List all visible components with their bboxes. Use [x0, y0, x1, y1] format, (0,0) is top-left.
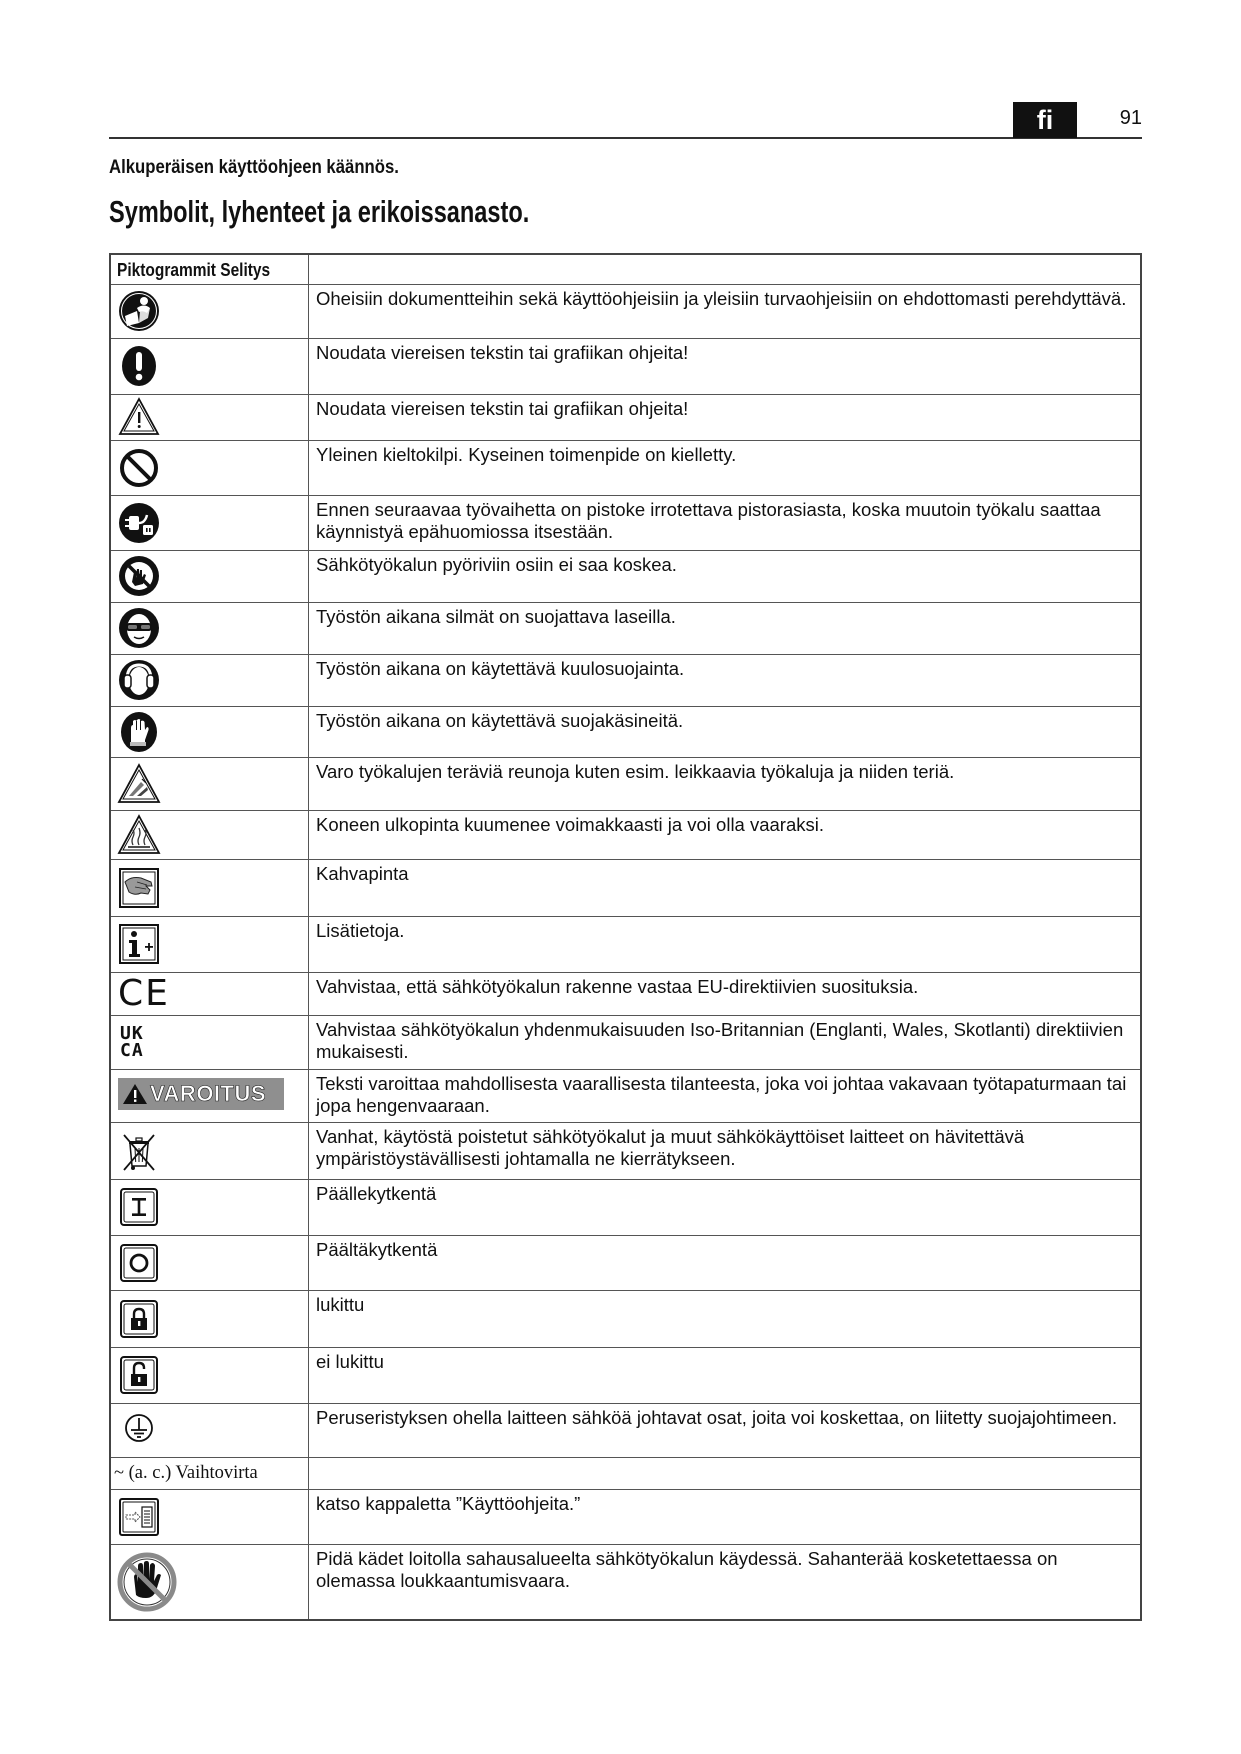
table-row [110, 1290, 1141, 1347]
warning-triangle-icon [122, 1082, 148, 1106]
table-row [110, 1235, 1141, 1290]
ukca-mark-icon [120, 1025, 144, 1059]
table-row [110, 654, 1141, 706]
table-row [110, 1489, 1141, 1544]
info-icon [117, 922, 161, 966]
translation-note: Alkuperäisen käyttöohjeen käännös. [109, 157, 399, 178]
page-title: Symbolit, lyhenteet ja erikoissanasto. [109, 194, 530, 229]
description: Teksti varoittaa mahdollisesta vaarallisesta tilanteesta, joka voi johtaa vakavaan työtapaturmaan tai jopa hengenvaaraan. [309, 1069, 1142, 1122]
symbols-table [109, 253, 1142, 1621]
table-header: Piktogrammit Selitys [117, 260, 271, 280]
ukca-top: UK [120, 1023, 144, 1044]
see-chapter-icon [117, 1495, 161, 1539]
page-number: 91 [1119, 107, 1142, 129]
description: Kahvapinta [309, 859, 1142, 916]
table-row [110, 1069, 1141, 1122]
no-touch-rotating-parts-icon [117, 554, 161, 598]
table-row [110, 284, 1141, 338]
ukca-bottom: CA [120, 1040, 144, 1061]
description: Peruseristyksen ohella laitteen sähköä johtavat osat, joita voi koskettaa, on liitetty suojajohtimeen. [309, 1403, 1142, 1457]
description: Yleinen kieltokilpi. Kyseinen toimenpide on kielletty. [309, 440, 1142, 495]
description [309, 1457, 1142, 1489]
table-row [110, 440, 1141, 495]
table-row [110, 495, 1141, 550]
description: Päältäkytkentä [309, 1235, 1142, 1290]
table-row [110, 1347, 1141, 1403]
table-row [110, 706, 1141, 757]
varoitus-label: VAROITUS [150, 1080, 267, 1106]
description: Vanhat, käytöstä poistetut sähkötyökalut ja muut sähkökäyttöiset laitteet on hävitettävä ympäristöystävällisesti johtamalla ne kierrätykseen. [309, 1122, 1142, 1179]
description: katso kappaletta ”Käyttöohjeita.” [309, 1489, 1142, 1544]
table-row [110, 1457, 1141, 1489]
switch-on-icon [117, 1185, 161, 1229]
description: Työstön aikana on käytettävä kuulosuojainta. [309, 654, 1142, 706]
table-row [110, 394, 1141, 440]
header-cell-empty [309, 254, 1142, 284]
description: Koneen ulkopinta kuumenee voimakkaasti ja voi olla vaaraksi. [309, 810, 1142, 859]
gloves-icon [117, 710, 161, 754]
eye-protection-icon [117, 606, 161, 650]
ac-label: ~ (a. c.) Vaihtovirta [114, 1462, 258, 1483]
description: Päällekytkentä [309, 1179, 1142, 1235]
table-row [110, 1179, 1141, 1235]
keep-hands-away-icon [116, 1551, 178, 1613]
table-row [110, 550, 1141, 602]
language-tab: fi [1013, 102, 1077, 138]
description: Työstön aikana on käytettävä suojakäsineitä. [309, 706, 1142, 757]
table-row [110, 859, 1141, 916]
header-rule [109, 137, 1142, 139]
table-row [110, 338, 1141, 394]
description: Noudata viereisen tekstin tai grafiikan ohjeita! [309, 338, 1142, 394]
prohibition-icon [117, 446, 161, 490]
description: ei lukittu [309, 1347, 1142, 1403]
table-row [110, 972, 1141, 1015]
table-row [110, 810, 1141, 859]
description: Noudata viereisen tekstin tai grafiikan ohjeita! [309, 394, 1142, 440]
table-row [110, 1403, 1141, 1457]
header-cell [110, 254, 309, 284]
table-row [110, 916, 1141, 972]
description: Lisätietoja. [309, 916, 1142, 972]
description: Vahvistaa, että sähkötyökalun rakenne vastaa EU-direktiivien suosituksia. [309, 972, 1142, 1015]
table-row [110, 1122, 1141, 1179]
table-row [110, 1015, 1141, 1069]
description: lukittu [309, 1290, 1142, 1347]
description: Työstön aikana silmät on suojattava laseilla. [309, 602, 1142, 654]
description: Vahvistaa sähkötyökalun yhdenmukaisuuden Iso-Britannian (Englanti, Wales, Skotlanti) direktiivien mukaisesti. [309, 1015, 1142, 1069]
varoitus-badge [118, 1078, 284, 1110]
sharp-edges-warning-icon [117, 762, 161, 806]
description: Pidä kädet loitolla sahausalueelta sähkötyökalun käydessä. Sahanterää kosketettaessa on olemassa loukkaantumisvaara. [309, 1544, 1142, 1620]
ear-protection-icon [117, 658, 161, 702]
warning-triangle-icon [117, 395, 161, 439]
description: Oheisiin dokumentteihin sekä käyttöohjeisiin ja yleisiin turvaohjeisiin on ehdottomasti perehdyttävä. [309, 284, 1142, 338]
table-row [110, 1544, 1141, 1620]
unlocked-icon [117, 1353, 161, 1397]
unplug-icon [117, 501, 161, 545]
description: Ennen seuraavaa työvaihetta on pistoke irrotettava pistorasiasta, koska muutoin työkalu saattaa käynnistyä epähuomiossa itsestään. [309, 495, 1142, 550]
description: Sähkötyökalun pyöriviin osiin ei saa koskea. [309, 550, 1142, 602]
description: Varo työkalujen teräviä reunoja kuten esim. leikkaavia työkaluja ja niiden teriä. [309, 757, 1142, 810]
switch-off-icon [117, 1241, 161, 1285]
protective-earth-icon [117, 1408, 161, 1452]
weee-bin-icon [117, 1129, 161, 1173]
read-manual-icon [117, 289, 161, 333]
ce-mark-icon: CE [118, 972, 170, 1014]
table-header-row [110, 254, 1141, 284]
hot-surface-warning-icon [117, 813, 161, 857]
locked-icon [117, 1297, 161, 1341]
mandatory-exclamation-icon [117, 344, 161, 388]
grip-surface-icon [117, 866, 161, 910]
table-row [110, 602, 1141, 654]
table-row [110, 757, 1141, 810]
